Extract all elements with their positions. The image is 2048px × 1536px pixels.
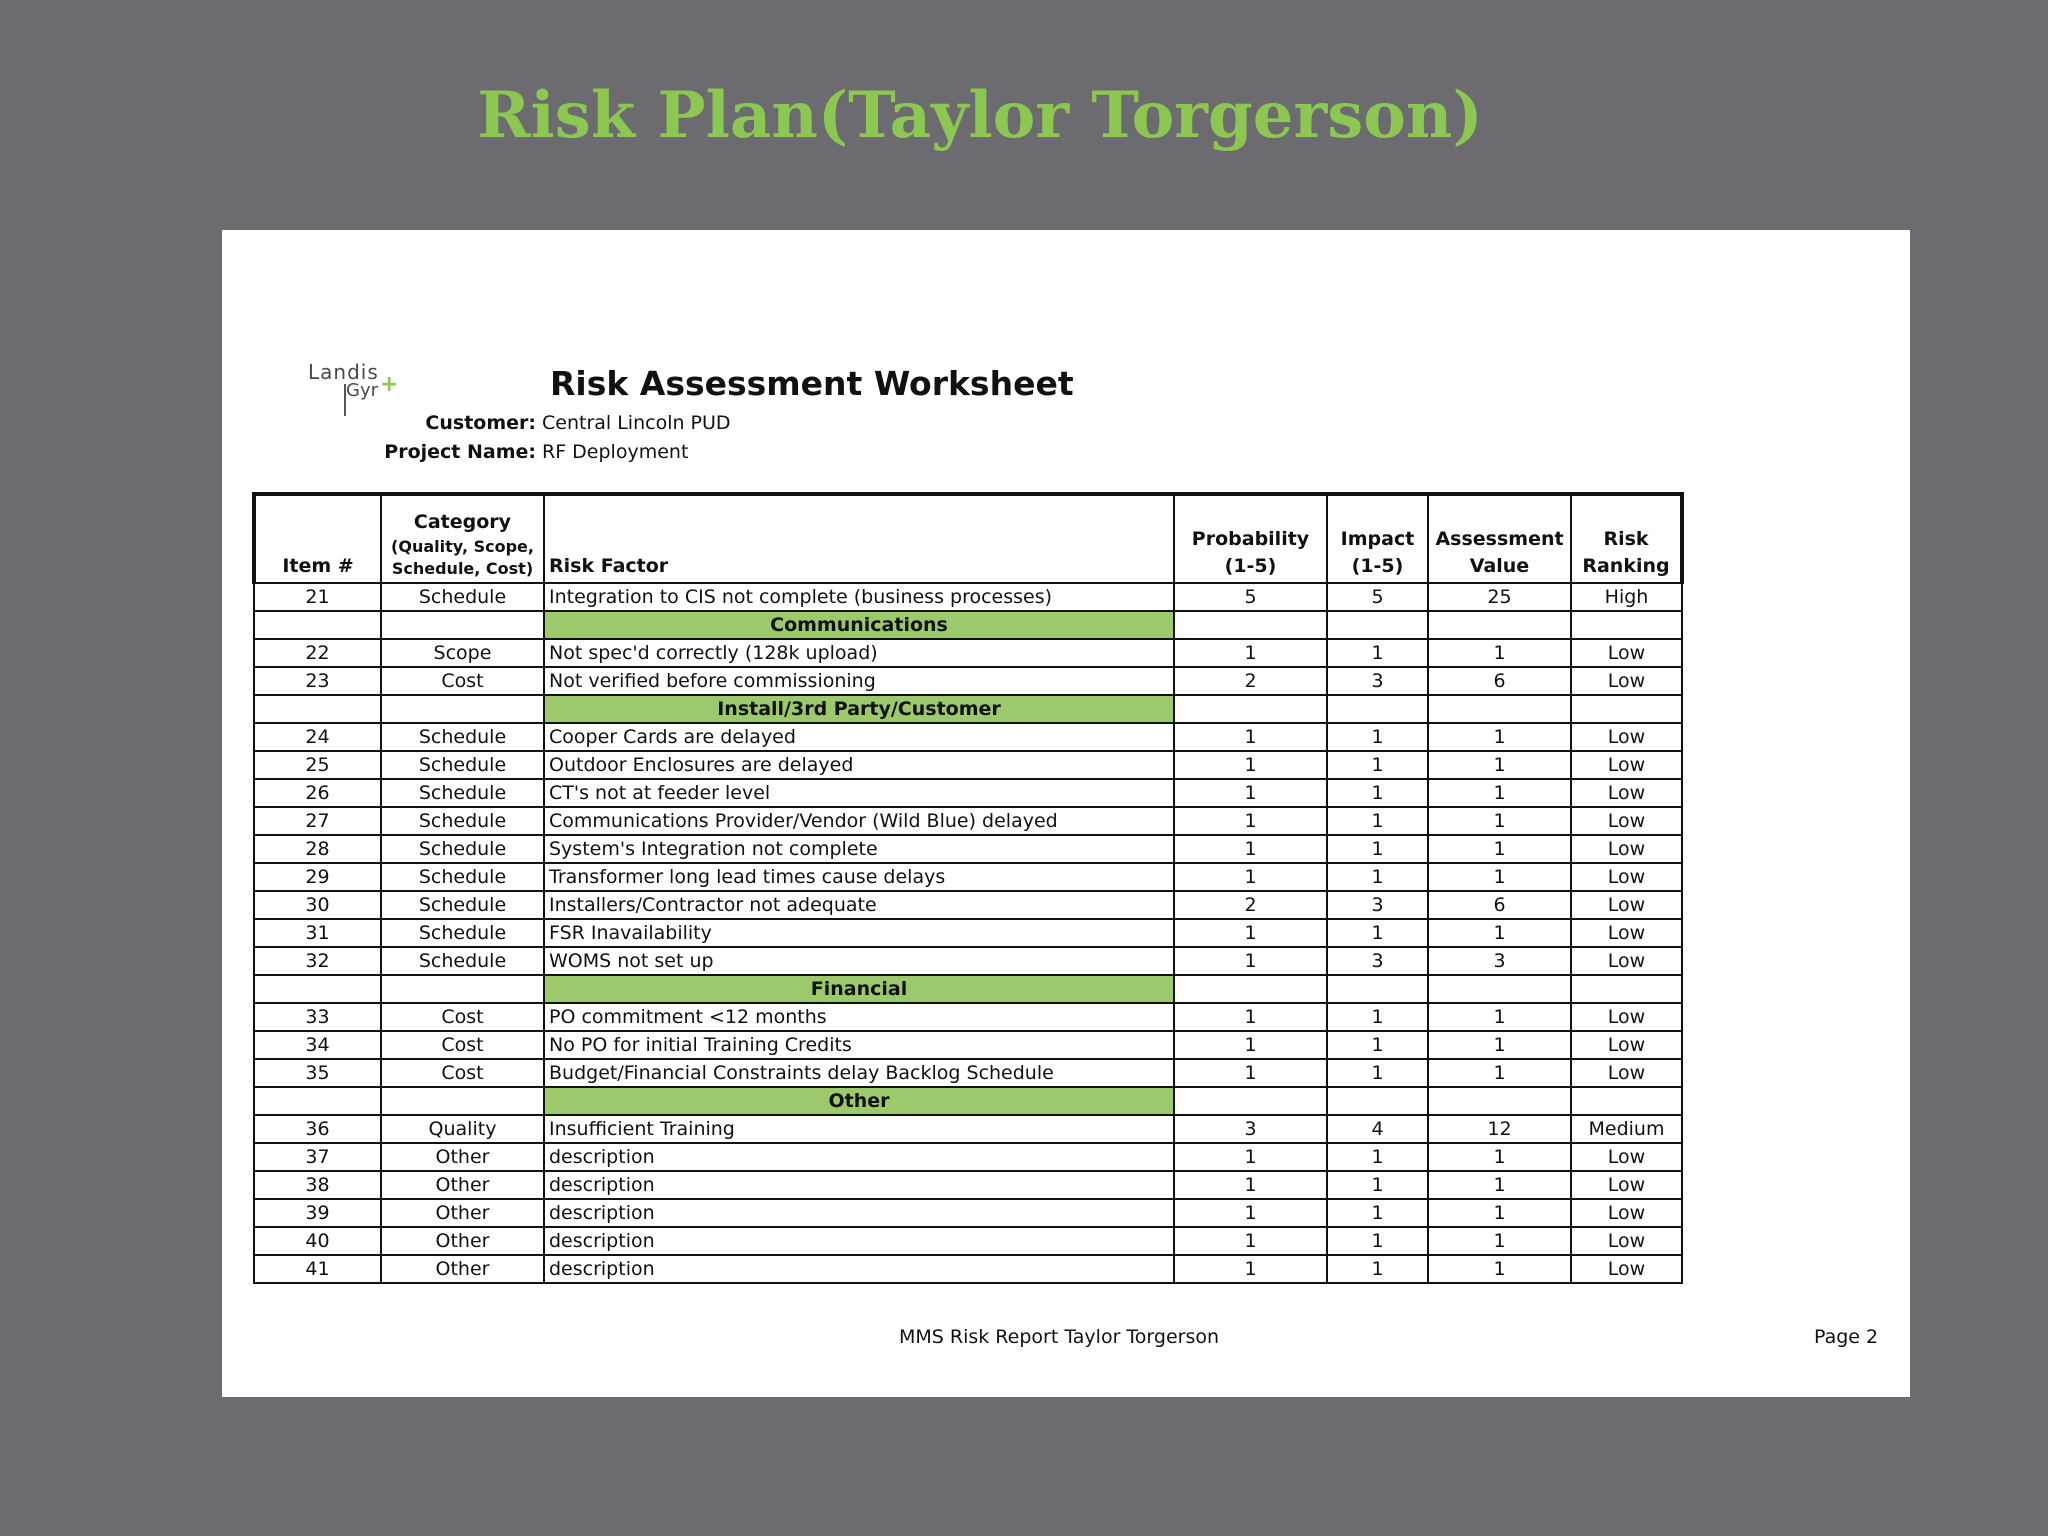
cell-risk-ranking: Low — [1571, 1227, 1682, 1255]
cell-risk-ranking: High — [1571, 583, 1682, 611]
cell-probability: 1 — [1174, 863, 1327, 891]
cell-category: Other — [381, 1143, 544, 1171]
cell-impact: 1 — [1327, 779, 1428, 807]
cell-probability: 2 — [1174, 667, 1327, 695]
cell-risk-factor: FSR Inavailability — [544, 919, 1174, 947]
table-row — [254, 639, 1682, 667]
cell-category: Schedule — [381, 919, 544, 947]
slide-title: Risk Plan(Taylor Torgerson) — [477, 78, 1483, 153]
cell-assessment-value: 6 — [1428, 891, 1571, 919]
cell-risk-ranking: Low — [1571, 1171, 1682, 1199]
cell-probability: 3 — [1174, 1115, 1327, 1143]
cell-category: Other — [381, 1255, 544, 1283]
worksheet-title: Risk Assessment Worksheet — [550, 364, 1074, 403]
table-row — [254, 891, 1682, 919]
section-category-cell — [381, 611, 544, 639]
cell-probability: 1 — [1174, 1003, 1327, 1031]
section-probability-cell — [1174, 1087, 1327, 1115]
cell-probability: 1 — [1174, 947, 1327, 975]
cell-risk-ranking: Low — [1571, 863, 1682, 891]
cell-item: 39 — [254, 1199, 381, 1227]
cell-risk-factor: description — [544, 1199, 1174, 1227]
section-ranking-cell — [1571, 975, 1682, 1003]
cell-assessment-value: 1 — [1428, 639, 1571, 667]
table-row — [254, 863, 1682, 891]
cell-risk-factor: description — [544, 1255, 1174, 1283]
cell-probability: 1 — [1174, 1031, 1327, 1059]
project-label: Project Name: — [384, 441, 536, 463]
cell-risk-ranking: Low — [1571, 751, 1682, 779]
cell-item: 34 — [254, 1031, 381, 1059]
cell-category: Schedule — [381, 751, 544, 779]
cell-impact: 1 — [1327, 751, 1428, 779]
cell-risk-ranking: Low — [1571, 835, 1682, 863]
worksheet-page — [222, 230, 1910, 1397]
section-label: Other — [544, 1087, 1174, 1115]
cell-risk-ranking: Low — [1571, 947, 1682, 975]
cell-risk-factor: System's Integration not complete — [544, 835, 1174, 863]
cell-item: 21 — [254, 583, 381, 611]
section-item-cell — [254, 695, 381, 723]
cell-impact: 1 — [1327, 863, 1428, 891]
cell-risk-factor: WOMS not set up — [544, 947, 1174, 975]
cell-risk-ranking: Low — [1571, 807, 1682, 835]
cell-risk-factor: Transformer long lead times cause delays — [544, 863, 1174, 891]
cell-risk-factor: Integration to CIS not complete (business processes) — [544, 583, 1174, 611]
cell-item: 38 — [254, 1171, 381, 1199]
table-header-row — [254, 494, 1682, 583]
cell-impact: 4 — [1327, 1115, 1428, 1143]
cell-impact: 1 — [1327, 1003, 1428, 1031]
cell-probability: 1 — [1174, 1255, 1327, 1283]
cell-probability: 1 — [1174, 1199, 1327, 1227]
cell-probability: 1 — [1174, 835, 1327, 863]
cell-impact: 1 — [1327, 1031, 1428, 1059]
cell-item: 30 — [254, 891, 381, 919]
table-row — [254, 1199, 1682, 1227]
cell-probability: 1 — [1174, 1143, 1327, 1171]
cell-category: Cost — [381, 1059, 544, 1087]
cell-assessment-value: 1 — [1428, 1171, 1571, 1199]
cell-item: 26 — [254, 779, 381, 807]
section-label: Communications — [544, 611, 1174, 639]
cell-category: Other — [381, 1227, 544, 1255]
cell-probability: 1 — [1174, 1227, 1327, 1255]
cell-assessment-value: 1 — [1428, 1059, 1571, 1087]
section-item-cell — [254, 611, 381, 639]
cell-risk-factor: description — [544, 1171, 1174, 1199]
logo-plus-icon: + — [380, 372, 399, 397]
cell-category: Other — [381, 1171, 544, 1199]
cell-impact: 1 — [1327, 807, 1428, 835]
cell-risk-factor: Installers/Contractor not adequate — [544, 891, 1174, 919]
section-item-cell — [254, 975, 381, 1003]
cell-item: 23 — [254, 667, 381, 695]
section-category-cell — [381, 975, 544, 1003]
header-probability: Probability (1-5) — [1174, 494, 1327, 583]
cell-assessment-value: 1 — [1428, 835, 1571, 863]
cell-probability: 2 — [1174, 891, 1327, 919]
cell-assessment-value: 12 — [1428, 1115, 1571, 1143]
logo-text-line1: Landis — [308, 360, 379, 384]
table-row — [254, 1143, 1682, 1171]
cell-assessment-value: 1 — [1428, 919, 1571, 947]
section-category-cell — [381, 695, 544, 723]
cell-item: 40 — [254, 1227, 381, 1255]
cell-risk-factor: No PO for initial Training Credits — [544, 1031, 1174, 1059]
cell-category: Schedule — [381, 835, 544, 863]
table-row — [254, 1227, 1682, 1255]
header-risk-ranking: Risk Ranking — [1571, 494, 1682, 583]
cell-assessment-value: 1 — [1428, 807, 1571, 835]
cell-impact: 1 — [1327, 639, 1428, 667]
cell-item: 41 — [254, 1255, 381, 1283]
cell-item: 32 — [254, 947, 381, 975]
cell-risk-ranking: Medium — [1571, 1115, 1682, 1143]
cell-item: 25 — [254, 751, 381, 779]
table-row — [254, 1003, 1682, 1031]
table-row — [254, 1255, 1682, 1283]
cell-risk-factor: CT's not at feeder level — [544, 779, 1174, 807]
cell-assessment-value: 1 — [1428, 723, 1571, 751]
section-category-cell — [381, 1087, 544, 1115]
cell-assessment-value: 1 — [1428, 751, 1571, 779]
cell-impact: 1 — [1327, 1255, 1428, 1283]
logo-text-line2: Gyr — [346, 380, 379, 401]
table-row — [254, 807, 1682, 835]
section-impact-cell — [1327, 1087, 1428, 1115]
cell-risk-ranking: Low — [1571, 891, 1682, 919]
cell-impact: 1 — [1327, 919, 1428, 947]
project-row — [222, 441, 688, 463]
cell-risk-ranking: Low — [1571, 1199, 1682, 1227]
cell-risk-ranking: Low — [1571, 639, 1682, 667]
table-row — [254, 751, 1682, 779]
cell-category: Schedule — [381, 807, 544, 835]
cell-probability: 1 — [1174, 639, 1327, 667]
cell-assessment-value: 25 — [1428, 583, 1571, 611]
section-impact-cell — [1327, 695, 1428, 723]
cell-item: 33 — [254, 1003, 381, 1031]
cell-probability: 1 — [1174, 919, 1327, 947]
cell-risk-factor: Cooper Cards are delayed — [544, 723, 1174, 751]
cell-item: 28 — [254, 835, 381, 863]
section-row — [254, 611, 1682, 639]
cell-risk-factor: Insufficient Training — [544, 1115, 1174, 1143]
cell-risk-factor: description — [544, 1227, 1174, 1255]
table-row — [254, 919, 1682, 947]
section-impact-cell — [1327, 611, 1428, 639]
table-row — [254, 583, 1682, 611]
cell-item: 29 — [254, 863, 381, 891]
table-row — [254, 1115, 1682, 1143]
section-ranking-cell — [1571, 611, 1682, 639]
section-value-cell — [1428, 1087, 1571, 1115]
cell-risk-factor: Not verified before commissioning — [544, 667, 1174, 695]
section-row — [254, 695, 1682, 723]
cell-category: Cost — [381, 1003, 544, 1031]
cell-assessment-value: 1 — [1428, 1003, 1571, 1031]
cell-assessment-value: 1 — [1428, 863, 1571, 891]
cell-probability: 1 — [1174, 751, 1327, 779]
cell-category: Schedule — [381, 947, 544, 975]
cell-probability: 1 — [1174, 1171, 1327, 1199]
header-risk-factor: Risk Factor — [544, 494, 1174, 583]
section-probability-cell — [1174, 695, 1327, 723]
section-row — [254, 975, 1682, 1003]
cell-impact: 1 — [1327, 1059, 1428, 1087]
cell-risk-factor: Budget/Financial Constraints delay Backlog Schedule — [544, 1059, 1174, 1087]
cell-risk-ranking: Low — [1571, 1143, 1682, 1171]
cell-risk-ranking: Low — [1571, 723, 1682, 751]
cell-category: Scope — [381, 639, 544, 667]
cell-impact: 1 — [1327, 723, 1428, 751]
cell-risk-factor: description — [544, 1143, 1174, 1171]
cell-category: Quality — [381, 1115, 544, 1143]
cell-probability: 1 — [1174, 1059, 1327, 1087]
footer-report-name: MMS Risk Report Taylor Torgerson — [899, 1326, 1220, 1348]
section-value-cell — [1428, 695, 1571, 723]
cell-risk-factor: Communications Provider/Vendor (Wild Blue) delayed — [544, 807, 1174, 835]
cell-risk-ranking: Low — [1571, 667, 1682, 695]
section-ranking-cell — [1571, 695, 1682, 723]
cell-impact: 1 — [1327, 835, 1428, 863]
cell-item: 31 — [254, 919, 381, 947]
cell-risk-ranking: Low — [1571, 779, 1682, 807]
table-row — [254, 1059, 1682, 1087]
table-row — [254, 667, 1682, 695]
section-label: Install/3rd Party/Customer — [544, 695, 1174, 723]
header-category — [381, 494, 544, 583]
cell-category: Cost — [381, 667, 544, 695]
section-label: Financial — [544, 975, 1174, 1003]
cell-item: 22 — [254, 639, 381, 667]
section-value-cell — [1428, 611, 1571, 639]
cell-item: 35 — [254, 1059, 381, 1087]
section-item-cell — [254, 1087, 381, 1115]
cell-assessment-value: 3 — [1428, 947, 1571, 975]
cell-category: Schedule — [381, 723, 544, 751]
cell-assessment-value: 1 — [1428, 1031, 1571, 1059]
header-category-title: Category — [413, 511, 512, 533]
header-impact: Impact (1-5) — [1327, 494, 1428, 583]
cell-assessment-value: 1 — [1428, 1199, 1571, 1227]
section-probability-cell — [1174, 611, 1327, 639]
cell-impact: 3 — [1327, 891, 1428, 919]
customer-label: Customer: — [425, 412, 536, 434]
header-item: Item # — [254, 494, 381, 583]
cell-item: 27 — [254, 807, 381, 835]
section-row — [254, 1087, 1682, 1115]
cell-risk-ranking: Low — [1571, 1255, 1682, 1283]
risk-table-body — [254, 583, 1682, 1283]
cell-category: Schedule — [381, 891, 544, 919]
cell-assessment-value: 1 — [1428, 779, 1571, 807]
cell-category: Other — [381, 1199, 544, 1227]
cell-impact: 1 — [1327, 1227, 1428, 1255]
project-value: RF Deployment — [542, 441, 689, 463]
cell-impact: 5 — [1327, 583, 1428, 611]
risk-table — [252, 492, 1684, 1284]
cell-category: Cost — [381, 1031, 544, 1059]
company-logo — [308, 360, 418, 420]
cell-assessment-value: 1 — [1428, 1227, 1571, 1255]
table-row — [254, 1171, 1682, 1199]
customer-value: Central Lincoln PUD — [542, 412, 731, 434]
table-row — [254, 947, 1682, 975]
cell-impact: 1 — [1327, 1171, 1428, 1199]
section-impact-cell — [1327, 975, 1428, 1003]
cell-item: 24 — [254, 723, 381, 751]
header-assessment-value: Assessment Value — [1428, 494, 1571, 583]
cell-probability: 5 — [1174, 583, 1327, 611]
section-ranking-cell — [1571, 1087, 1682, 1115]
cell-risk-ranking: Low — [1571, 1031, 1682, 1059]
cell-probability: 1 — [1174, 807, 1327, 835]
section-value-cell — [1428, 975, 1571, 1003]
cell-impact: 3 — [1327, 667, 1428, 695]
footer-page-number: Page 2 — [1814, 1326, 1879, 1348]
table-row — [254, 723, 1682, 751]
cell-risk-factor: PO commitment <12 months — [544, 1003, 1174, 1031]
cell-probability: 1 — [1174, 723, 1327, 751]
cell-probability: 1 — [1174, 779, 1327, 807]
cell-risk-factor: Not spec'd correctly (128k upload) — [544, 639, 1174, 667]
section-probability-cell — [1174, 975, 1327, 1003]
table-row — [254, 779, 1682, 807]
table-row — [254, 835, 1682, 863]
cell-item: 36 — [254, 1115, 381, 1143]
cell-category: Schedule — [381, 863, 544, 891]
cell-impact: 3 — [1327, 947, 1428, 975]
cell-impact: 1 — [1327, 1143, 1428, 1171]
cell-item: 37 — [254, 1143, 381, 1171]
cell-risk-factor: Outdoor Enclosures are delayed — [544, 751, 1174, 779]
cell-risk-ranking: Low — [1571, 919, 1682, 947]
cell-category: Schedule — [381, 583, 544, 611]
cell-impact: 1 — [1327, 1199, 1428, 1227]
cell-assessment-value: 6 — [1428, 667, 1571, 695]
cell-category: Schedule — [381, 779, 544, 807]
cell-risk-ranking: Low — [1571, 1003, 1682, 1031]
table-row — [254, 1031, 1682, 1059]
cell-assessment-value: 1 — [1428, 1143, 1571, 1171]
cell-assessment-value: 1 — [1428, 1255, 1571, 1283]
customer-row — [222, 412, 731, 434]
cell-risk-ranking: Low — [1571, 1059, 1682, 1087]
header-category-sub: (Quality, Scope, Schedule, Cost) — [391, 537, 534, 578]
